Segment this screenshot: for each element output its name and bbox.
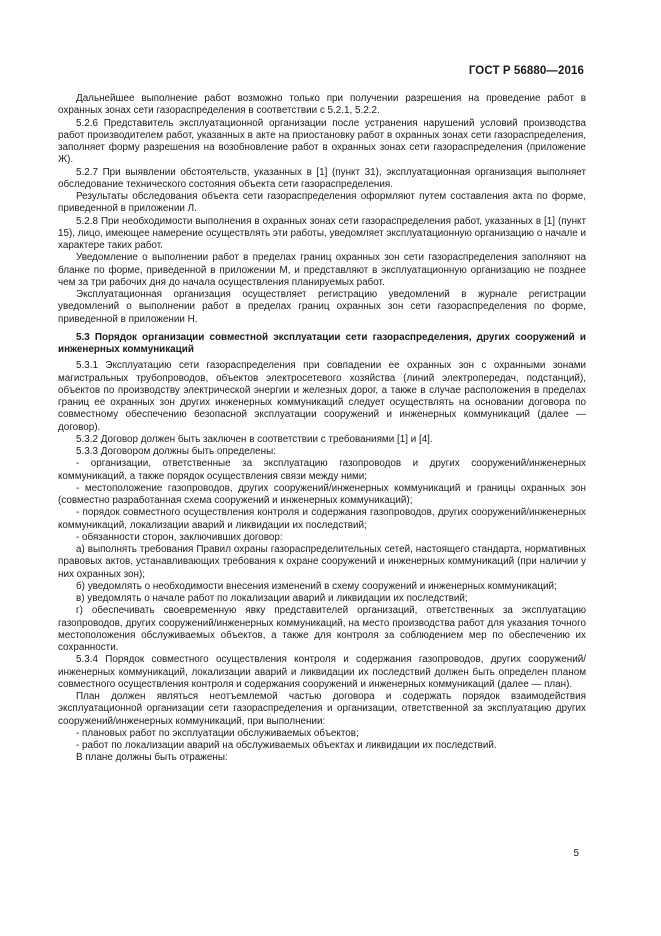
list-item: - местоположение газопроводов, других сооружений/инженерных коммуникаций и границы охранных зон (совместно разработанная схема сооружений и инженерных коммуникаций);: [58, 482, 586, 506]
paragraph: В плане должны быть отражены:: [76, 752, 228, 764]
clause-5-3-4: 5.3.4 Порядок совместного осуществления контроля и содержания газопроводов, других сооружений/инженерных коммуникаций, локализации аварий и ликвидации их последствий должен быть определен планом совместного осуществления контроля и содержания сооружений и инженерных коммуникаций (далее — план).: [58, 654, 586, 690]
clause-5-2-8: 5.2.8 При необходимости выполнения в охранных зонах сети газораспределения работ, указанных в [1] (пункт 15), лицо, имеющее намерение осуществлять эти работы, уведомляет эксплуатационную организацию о начале и характере таких работ.: [58, 215, 586, 251]
paragraph: Уведомление о выполнении работ в пределах границ охранных зон сети газораспределения заполняют на бланке по форме, приведенной в приложении М, и представляют в эксплуатационную организацию не позднее чем за три рабочих дня до начала осуществления планируемых работ.: [58, 252, 586, 288]
list-item: - порядок совместного осуществления контроля и содержания газопроводов, других сооружений/инженерных коммуникаций, локализации аварий и ликвидации их последствий;: [58, 507, 586, 531]
paragraph: Эксплуатационная организация осуществляет регистрацию уведомлений в журнале регистрации уведомлений о выполнении работ в пределах границ охранных зон сети газораспределения по форме, приведенной в приложении Н.: [58, 289, 586, 325]
document-header: ГОСТ Р 56880—2016: [468, 65, 584, 77]
clause-5-3-2: 5.3.2 Договор должен быть заключен в соответствии с требованиями [1] и [4].: [76, 433, 433, 445]
list-item: - работ по локализации аварий на обслуживаемых объектах и ликвидации их последствий.: [76, 740, 497, 751]
list-item: в) уведомлять о начале работ по локализации аварий и ликвидации их последствий;: [76, 593, 468, 604]
list-item: г) обеспечивать своевременную явку представителей организаций, ответственных за эксплуатацию газопроводов, других сооружений/инженерных коммуникаций, на место производства работ для указания точного местоположения обслуживаемых объектов, а также для контроля за соблюдением мер по обеспечению их сохранности.: [58, 605, 586, 653]
paragraph: Дальнейшее выполнение работ возможно только при получении разрешения на проведение работ в охранных зонах сети газораспределения в соответствии с 5.2.1, 5.2.2.: [58, 93, 586, 117]
list-item: а) выполнять требования Правил охраны газораспределительных сетей, настоящего стандарта, нормативных правовых актов, устанавливающих требования к охране сооружений и инженерных коммуникаций (при наличии у них охранных зон);: [58, 544, 586, 580]
page-number: 5: [573, 848, 579, 859]
clause-5-3-3: 5.3.3 Договором должны быть определены:: [76, 446, 276, 457]
section-heading-5-3: 5.3 Порядок организации совместной эксплуатации сети газораспределения, других сооружений и инженерных коммуникаций: [58, 331, 586, 355]
document-body: [58, 93, 586, 765]
list-item: б) уведомлять о необходимости внесения изменений в схему сооружений и инженерных коммуникаций;: [76, 580, 557, 592]
clause-5-3-1: 5.3.1 Эксплуатацию сети газораспределения при совпадении ее охранных зон с охранными зонами магистральных трубопроводов, объектов электросетевого хозяйства (линий электропередач, подстанций), объектов по производству электрической энергии и железных дорог, а также в случае расположения в пределах границ ее охранных зон других инженерных коммуникаций следует осуществлять на основании договора по совместному обеспечению безопасной эксплуатации сооружений и инженерных коммуникаций (далее — договор).: [58, 360, 586, 433]
list-item: - организации, ответственные за эксплуатацию газопроводов и других сооружений/инженерных коммуникаций, а также порядок осуществления связи между ними;: [58, 458, 586, 482]
paragraph: План должен являться неотъемлемой частью договора и содержать порядок взаимодействия эксплуатационной организации сети газораспределения и организации, ответственной за эксплуатацию других сооружений/инженерных коммуникаций, при выполнении:: [58, 691, 586, 727]
clause-5-2-6: 5.2.6 Представитель эксплуатационной организации после устранения нарушений условий производства работ производителем работ, указанных в акте на приостановку работ в охранных зонах сети газораспределения, заполняет форму разрешения на возобновление работ в охранных зонах сети газораспределения (приложение Ж).: [58, 117, 586, 166]
list-item: - плановых работ по эксплуатации обслуживаемых объектов;: [76, 727, 359, 739]
list-item: - обязанности сторон, заключивших договор:: [76, 531, 283, 543]
clause-5-2-7: 5.2.7 При выявлении обстоятельств, указанных в [1] (пункт 31), эксплуатационная организация выполняет обследование технического состояния объекта сети газораспределения.: [58, 166, 586, 190]
paragraph: Результаты обследования объекта сети газораспределения оформляют путем составления акта по форме, приведенной в приложении Л.: [58, 191, 586, 215]
